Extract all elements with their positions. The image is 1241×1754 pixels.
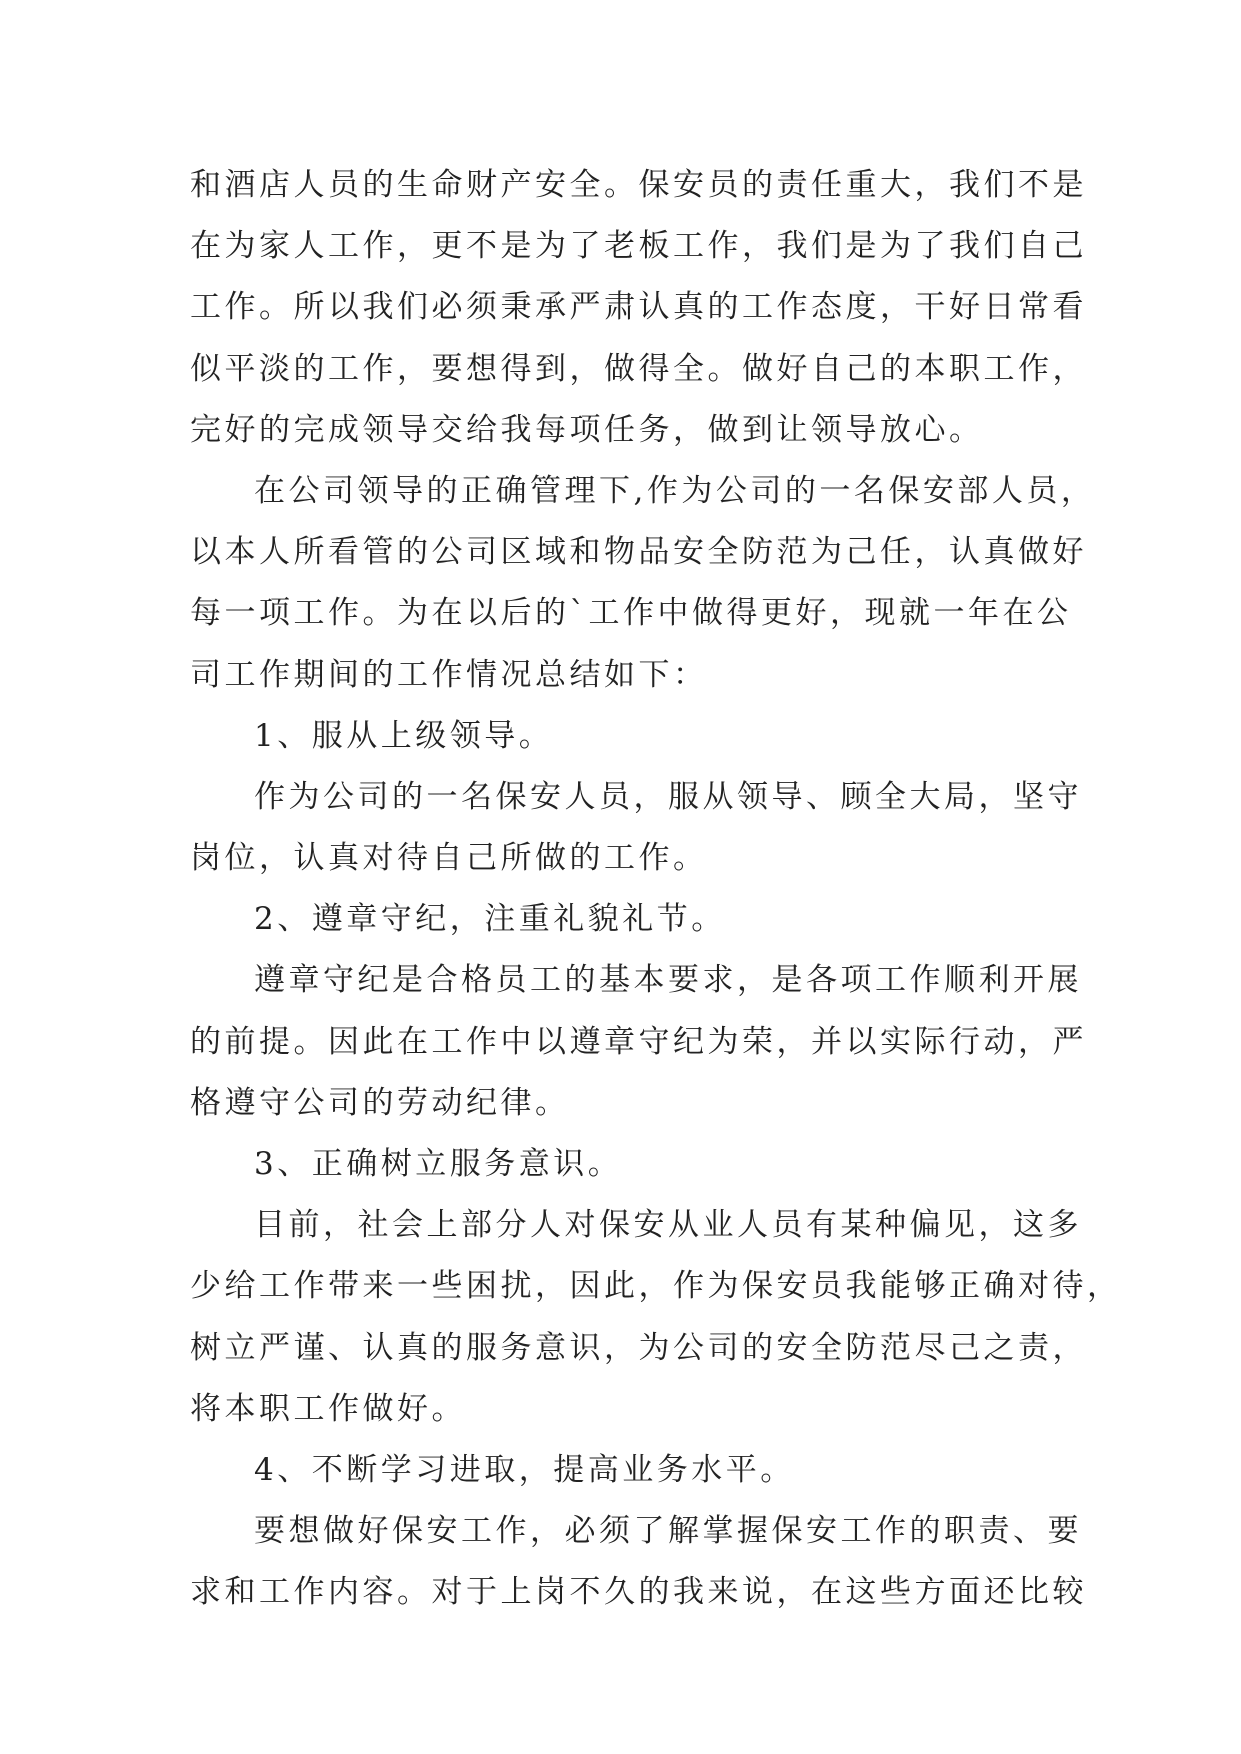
text-line: 以本人所看管的公司区域和物品安全防范为己任，认真做好 [190,534,1087,571]
section-heading-4: 4、不断学习进取，提高业务水平。 [254,1451,795,1488]
paragraph-first-line: 目前，社会上部分人对保安从业人员有某种偏见，这多 [254,1207,1082,1244]
text-line: 和酒店人员的生命财产安全。保安员的责任重大，我们不是 [190,167,1087,203]
text-line: 求和工作内容。对于上岗不久的我来说，在这些方面还比较 [190,1574,1087,1611]
paragraph-first-line: 在公司领导的正确管理下,作为公司的一名保安部人员， [254,472,1096,509]
text-line: 似平淡的工作，要想得到，做得全。做好自己的本职工作， [190,350,1087,387]
text-line: 少给工作带来一些困扰，因此，作为保安员我能够正确对待， [190,1268,1122,1305]
text-line: 完好的完成领导交给我每项任务，做到让领导放心。 [190,411,984,448]
text-line: 的前提。因此在工作中以遵章守纪为荣，并以实际行动，严 [190,1023,1087,1060]
section-heading-1: 1、服从上级领导。 [254,717,554,754]
paragraph-first-line: 作为公司的一名保安人员，服从领导、顾全大局，坚守 [254,778,1082,815]
text-line: 每一项工作。为在以后的`工作中做得更好，现就一年在公 [190,595,1072,632]
text-line: 岗位，认真对待自己所做的工作。 [190,840,708,877]
paragraph-first-line: 要想做好保安工作，必须了解掌握保安工作的职责、要 [254,1513,1082,1550]
text-line: 在为家人工作，更不是为了老板工作，我们是为了我们自己 [190,228,1087,265]
text-line: 司工作期间的工作情况总结如下： [190,656,708,693]
text-line: 树立严谨、认真的服务意识，为公司的安全防范尽己之责， [190,1329,1087,1366]
text-line: 格遵守公司的劳动纪律。 [190,1084,570,1121]
document-body [190,155,1122,1624]
section-heading-2: 2、遵章守纪，注重礼貌礼节。 [254,901,726,938]
text-line: 工作。所以我们必须秉承严肃认真的工作态度，干好日常看 [190,289,1087,326]
paragraph-first-line: 遵章守纪是合格员工的基本要求，是各项工作顺利开展 [254,962,1082,999]
section-heading-3: 3、正确树立服务意识。 [254,1146,623,1182]
text-line: 将本职工作做好。 [190,1390,466,1427]
